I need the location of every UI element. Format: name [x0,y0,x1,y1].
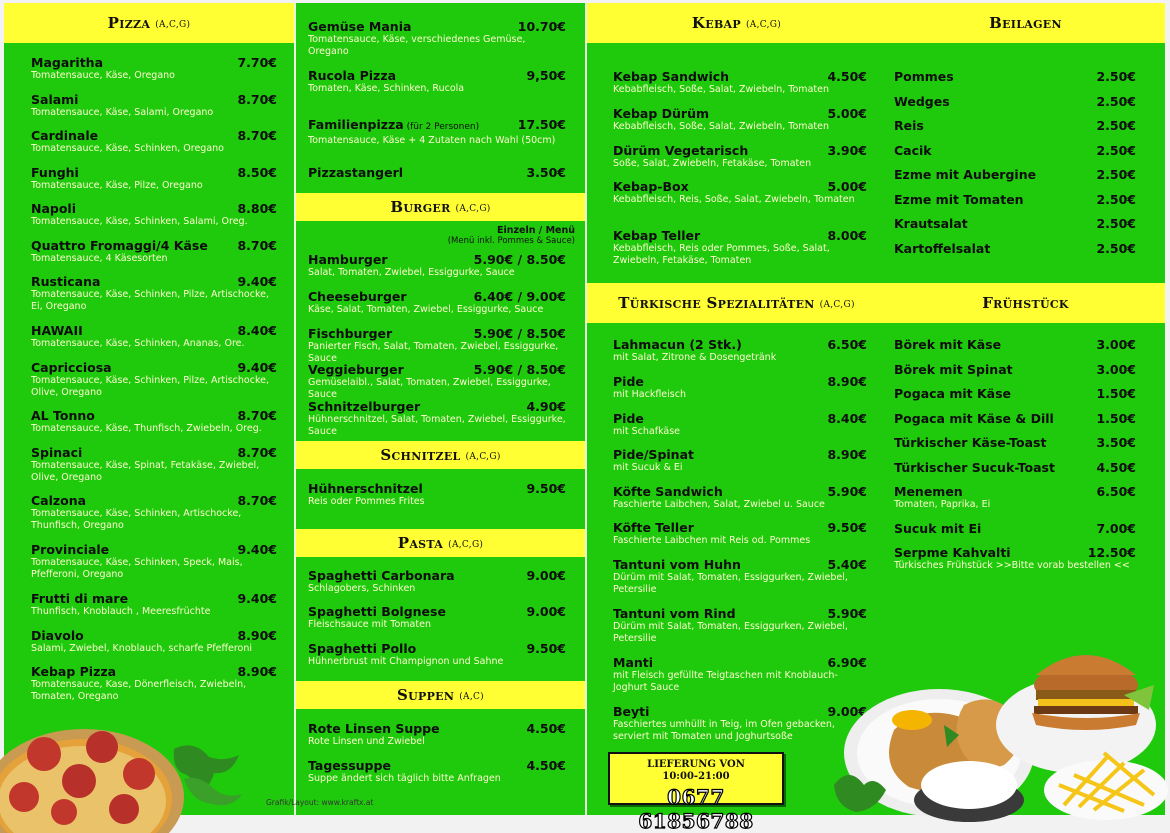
item-description: mit Fleisch gefüllte Teigtaschen mit Knoblauch-Joghurt Sauce [613,670,838,693]
kebap-item [613,228,867,266]
item-description: Salami, Zwiebel, Knoblauch, scharfe Pfefferoni [31,642,253,654]
item-description: Hühnerschnitzel, Salat, Tomaten, Zwiebel, Essiggurke, Sauce [308,414,566,438]
tuerkisch-allergens: (A,C,G) [819,299,855,310]
item-description: Faschierte Laibchen mit Reis od. Pommes [613,535,811,546]
item-description: Faschiertes umhüllt in Teig, im Ofen gebacken, serviert mit Tomaten und Joghurtsoße [613,719,835,742]
item-description: Tomatensauce, Käse, Thunfisch, Zwiebeln, Oreg. [31,423,262,434]
menu-page [4,3,1165,833]
item-price: 8.90€ [827,373,867,389]
item-price: 8.70€ [237,91,277,107]
fruehstueck-item [894,484,1136,518]
item-name-text: Köfte Sandwich [613,483,723,499]
item-price: 2.50€ [1096,240,1136,256]
item-price: 6.90€ [827,655,867,670]
kebap-item [613,179,867,213]
item-description: Tomaten, Käse, Schinken, Rucola [308,83,465,94]
tuerkisch-item [613,484,867,518]
item-price: 2.50€ [1096,142,1136,158]
item-name-text: Pide [613,373,644,389]
kebap-item [613,143,867,177]
burger-menu-note: (Menü inkl. Pommes & Sauce) [447,236,575,246]
item-name-text: AL Tonno [31,408,95,423]
item-price: 1.50€ [1096,386,1136,401]
item-price: 8.50€ [237,164,277,180]
delivery-label: LIEFERUNG VON [647,759,745,770]
item-description: Tomatensauce, Käse, Schinken, Artischocke, Thunfisch, Oregano [31,508,242,531]
item-name-text: Calzona [31,493,87,508]
item-price: 12.50€ [1087,545,1136,560]
item-name-text: Tantuni vom Rind [613,606,736,621]
pizza-title: Pizza [107,14,151,32]
burger-title: Burger [390,198,451,216]
item-description: Tomatensauce, Käse, Schinken, Pilze, Artischocke, Olive, Oregano [31,374,269,398]
pizza-item [31,92,277,126]
item-description: Kebabfleisch, Soße, Salat, Zwiebeln, Tomaten [613,84,829,95]
item-price: 9.40€ [237,591,277,606]
item-price: 2.50€ [1096,167,1136,182]
item-price: 8.90€ [827,447,867,462]
item-price: 2.50€ [1096,118,1136,133]
item-name-text: Tagessuppe [308,758,391,773]
item-description: Kebabfleisch, Soße, Salat, Zwiebeln, Tomaten [613,121,829,132]
item-description: Suppe ändert sich täglich bitte Anfragen [308,773,501,784]
burger-price-columns: Einzeln / Menü [496,225,575,236]
item-price: 2.50€ [1096,191,1136,207]
burger-item [308,399,566,438]
item-description: Tomatensauce, Käse, verschiedenes Gemüse, Oregano [308,34,526,57]
item-price: 9.50€ [827,520,867,535]
item-price: 9.50€ [526,481,566,496]
item-name-text: Manti [613,655,654,670]
item-description: Tomatensauce, Käse, Schinken, Ananas, Ore. [31,338,245,349]
burger-item [308,289,566,323]
item-description: Salat, Tomaten, Zwiebel, Essiggurke, Sauce [308,267,515,278]
item-price: 9.00€ [827,704,867,719]
burger-item [308,362,566,401]
item-name-text: Napoli [31,201,77,216]
item-price: 8.70€ [237,408,277,423]
item-name-text: Pommes [894,69,954,84]
tuerkisch-item [613,557,867,595]
tuerkisch-item [613,447,867,481]
item-price: 17.50€ [517,117,566,132]
item-price: 3.50€ [1096,435,1136,450]
item-name-text: Rucola Pizza [308,68,397,83]
item-price: 5.90€ [827,483,867,499]
pizza-item [31,628,277,662]
item-price: 7.70€ [237,55,277,70]
item-description: Soße, Salat, Zwiebeln, Fetakäse, Tomaten [613,157,812,169]
item-description: Gemüselaibl., Salat, Tomaten, Zwiebel, Essiggurke, Sauce [308,377,551,401]
item-name-text: Quattro Fromaggi/4 Käse [31,237,208,253]
suppen-header [296,681,585,709]
pizza2-item [308,19,566,57]
delivery-hours: 10:00-21:00 [662,771,730,782]
item-name-text: Wedges [894,93,950,109]
item-description: Tomatensauce, Käse, Schinken, Oregano [31,143,224,154]
beilagen-header [886,3,1165,43]
item-name-text: Spaghetti Bolgnese [308,604,446,620]
tuerkisch-item [613,337,867,371]
fruehstueck-item [894,545,1136,579]
item-name-text: Spaghetti Pollo [308,640,417,656]
item-price: 9,50€ [526,68,566,83]
item-name-text: Ezme mit Aubergine [894,167,1037,182]
suppen-item [308,721,566,755]
item-description: Kebabfleisch, Reis, Soße, Salat, Zwiebeln, Tomaten [613,194,855,205]
item-note: (für 2 Personen) [403,122,480,132]
item-name-text: Spaghetti Carbonara [308,568,455,583]
kebap-title: Kebap [691,14,741,32]
pizza-item [31,323,277,357]
schnitzel-item [308,481,566,515]
item-name-text: Tantuni vom Huhn [613,557,741,572]
pizza-item [31,201,277,235]
pizza-item [31,128,277,162]
kebap-header [587,3,886,43]
item-price: 6.50€ [827,337,867,352]
item-name-text: Pizzastangerl [308,165,404,180]
suppen-allergens: (A,C) [459,691,484,702]
middle-column [296,3,585,815]
item-price: 2.50€ [1096,69,1136,84]
pizza-image [4,719,264,815]
item-price: 5.00€ [827,179,867,194]
item-name-text: Provinciale [31,542,110,557]
tuerkisch-header [587,283,886,323]
item-price: 8.70€ [237,128,277,143]
item-name-text: Rusticana [31,274,101,289]
item-name-text: Frutti di mare [31,591,129,606]
item-name-text: Cacik [894,142,932,158]
item-price: 5.90€ / 8.50€ [473,252,566,267]
item-name-text: Hamburger [308,252,388,267]
item-name-text: Schnitzelburger [308,399,421,415]
pizza-item [31,591,277,625]
item-name-text: Reis [894,118,924,133]
item-price: 3.00€ [1096,337,1136,352]
item-description: Rote Linsen und Zwiebel [308,736,425,747]
item-name-text: Serpme Kahvalti [894,545,1011,560]
item-name-text: Rote Linsen Suppe [308,721,440,736]
item-name-text: Pogaca mit Käse [894,386,1012,401]
item-name-text: Pide/Spinat [613,447,694,462]
item-name-text: Kartoffelsalat [894,240,991,256]
item-price: 4.90€ [526,399,566,415]
item-description: Panierter Fisch, Salat, Tomaten, Zwiebel, Essiggurke, Sauce [308,340,559,364]
item-name-text: Spinaci [31,444,83,460]
burger-item [308,325,566,364]
item-description: Reis oder Pommes Frites [308,496,425,507]
item-price: 8.70€ [237,237,277,253]
item-price: 10.70€ [517,19,566,34]
item-price: 5.00€ [827,106,867,121]
item-price: 4.50€ [827,69,867,84]
item-description: Türkisches Frühstück >>Bitte vorab bestellen << [894,560,1130,571]
item-price: 2.50€ [1096,93,1136,109]
item-description: Tomatensauce, Käse, Oregano [31,70,175,81]
item-price: 9.00€ [526,604,566,620]
item-price: 4.50€ [1096,459,1136,475]
delivery-box [608,752,784,833]
item-name-text: Dürüm Vegetarisch [613,142,749,158]
item-price: 5.90€ / 8.50€ [473,362,566,378]
beilagen-title: Beilagen [989,14,1062,32]
pizza-item [31,238,277,272]
suppen-item [308,758,566,792]
item-name-text: Kebap-Box [613,179,689,194]
tuerkisch-item [613,374,867,408]
item-description: Schlagobers, Schinken [308,583,416,594]
item-description: Tomatensauce, Käse, Spinat, Fetakäse, Zwiebel, Olive, Oregano [31,459,260,483]
item-price: 1.50€ [1096,410,1136,426]
tuerkisch-item [613,411,867,445]
pizza-item [31,408,277,442]
item-description: Dürüm mit Salat, Tomaten, Essiggurken, Zwiebel, Petersilie [613,572,848,595]
item-name-text: Magaritha [31,55,104,70]
item-name-text: Beyti [613,704,650,719]
item-price: 6.50€ [1096,484,1136,499]
item-name-text: Funghi [31,164,79,180]
item-description: mit Salat, Zitrone & Dosengetränk [613,352,777,363]
burger-item [308,252,566,286]
item-name-text: Türkischer Sucuk-Toast [894,459,1055,475]
item-name-text: Lahmacun (2 Stk.) [613,337,742,352]
pizza-item [31,274,277,312]
item-name-text: Kebap Sandwich [613,69,730,84]
item-price: 6.40€ / 9.00€ [473,288,566,304]
item-price: 5.90€ [827,606,867,621]
burger-header [296,193,585,221]
burger-allergens: (A,C,G) [455,203,491,214]
layout-credit: Grafik/Layout: www.kraftx.at [266,798,374,807]
item-description: Tomaten, Paprika, Ei [894,499,991,510]
fruehstueck-title: Frühstück [982,294,1069,312]
item-description: Tomatensauce, Käse, Pilze, Oregano [31,179,203,191]
item-description: Tomatensauce, Kase, Dönerfleisch, Zwiebeln, Tomaten, Oregano [31,679,247,702]
item-description: Fleischsauce mit Tomaten [308,619,431,631]
item-price: 9.40€ [237,359,277,375]
delivery-phone[interactable]: 0677 61856788 [638,785,754,833]
item-price: 4.50€ [526,758,566,773]
item-price: 9.40€ [237,274,277,289]
item-name-text: Menemen [894,484,963,499]
item-price: 5.40€ [827,557,867,572]
item-description: mit Sucuk & Ei [613,462,683,473]
pasta-allergens: (A,C,G) [448,539,484,550]
suppen-title: Suppen [397,686,455,704]
item-price: 4.50€ [526,721,566,736]
pizza-item [31,664,277,702]
item-name-text: Veggieburger [308,362,404,378]
pizza-allergens: (A,C,G) [155,19,191,30]
item-name-text: Salami [31,91,79,107]
pizza-header [4,3,294,43]
pizza2-item [308,68,566,102]
item-price: 8.40€ [827,410,867,426]
item-name-text: Cardinale [31,128,99,143]
pizza-item [31,542,277,580]
item-price: 2.50€ [1096,216,1136,231]
item-description: Tomatensauce, Käse, Schinken, Pilze, Artischocke, Ei, Oregano [31,289,269,312]
schnitzel-header [296,441,585,469]
item-description: Tomatensauce, Käse, Salami, Oregano [31,106,214,118]
item-name-text: Diavolo [31,627,84,643]
pasta-title: Pasta [397,534,444,552]
pasta-item [308,641,566,675]
item-description: Faschierte Laibchen, Salat, Zwiebel u. Sauce [613,498,825,510]
item-name-text: Kebap Pizza [31,664,117,679]
item-description: Tomatensauce, Käse, Schinken, Speck, Mais, Pfefferoni, Oregano [31,557,243,580]
pasta-item [308,604,566,638]
kebap-allergens: (A,C,G) [745,19,782,30]
item-price: 9.50€ [526,640,566,656]
pizza-item [31,359,277,398]
item-name-text: Kebap Teller [613,228,701,243]
item-price: 3.90€ [827,142,867,158]
item-price: 8.90€ [237,664,277,679]
item-name-text: Fischburger [308,325,393,341]
item-description: Kebabfleisch, Reis oder Pommes, Soße, Salat, Zwiebeln, Fetakäse, Tomaten [613,243,830,266]
item-description: Käse, Salat, Tomaten, Zwiebel, Essiggurke, Sauce [308,303,544,315]
item-price: 3.00€ [1096,361,1136,377]
kebap-item [613,69,867,103]
pasta-header [296,529,585,557]
schnitzel-title: Schnitzel [380,446,461,464]
item-description: Thunfisch, Knoblauch , Meeresfrüchte [31,606,211,617]
item-name-text: Familienpizza [308,117,404,132]
item-price: 8.90€ [237,627,277,643]
item-price: 9.00€ [526,568,566,583]
pizza-column [4,3,294,815]
pizza2-item [308,117,566,151]
burger-price-header [448,226,575,246]
item-description: Tomatensauce, Käse + 4 Zutaten nach Wahl (50cm) [308,135,556,146]
schnitzel-allergens: (A,C,G) [465,451,501,462]
item-price: 8.70€ [237,444,277,460]
item-description: Tomatensauce, 4 Käsesorten [31,252,168,264]
beilagen-item [894,241,1136,275]
item-price: 5.90€ / 8.50€ [473,325,566,341]
fruehstueck-header [886,283,1165,323]
tuerkisch-item [613,520,867,554]
item-name-text: Ezme mit Tomaten [894,191,1024,207]
pizza-item [31,444,277,483]
item-description: Hühnerbrust mit Champignon und Sahne [308,655,504,667]
tuerkisch-title: Türkische Spezialitäten [618,294,815,312]
item-price: 8.40€ [237,323,277,338]
pizza-item [31,165,277,199]
item-description: mit Hackfleisch [613,388,686,400]
item-price: 9.40€ [237,542,277,557]
item-name-text: Pide [613,410,644,426]
item-price: 8.70€ [237,493,277,508]
pasta-item [308,568,566,602]
item-description: Dürüm mit Salat, Tomaten, Essiggurken, Zwiebel, Petersilie [613,621,848,644]
item-name-text: Cheeseburger [308,288,407,304]
item-name-text: Köfte Teller [613,520,694,535]
item-name-text: Hühnerschnitzel [308,481,423,496]
item-name-text: Börek mit Käse [894,337,1002,352]
item-price: 3.50€ [526,165,566,180]
item-name-text: Pogaca mit Käse & Dill [894,410,1054,426]
item-name-text: HAWAII [31,323,83,338]
item-name-text: Börek mit Spinat [894,361,1013,377]
item-name-text: Krautsalat [894,216,968,231]
item-name-text: Türkischer Käse-Toast [894,435,1047,450]
item-description: Tomatensauce, Käse, Schinken, Salami, Oreg. [31,216,248,227]
item-price: 8.00€ [827,228,867,243]
item-price: 8.80€ [237,201,277,216]
pizza-item [31,493,277,531]
kebap-item [613,106,867,140]
item-description: mit Schafkäse [613,425,681,437]
item-name-text: Capricciosa [31,359,112,375]
item-price: 7.00€ [1096,520,1136,536]
food-photo [824,635,1165,815]
item-name-text: Kebap Dürüm [613,106,709,121]
item-name-text: Gemüse Mania [308,19,412,34]
pizza-item [31,55,277,89]
item-name-text: Sucuk mit Ei [894,520,982,536]
